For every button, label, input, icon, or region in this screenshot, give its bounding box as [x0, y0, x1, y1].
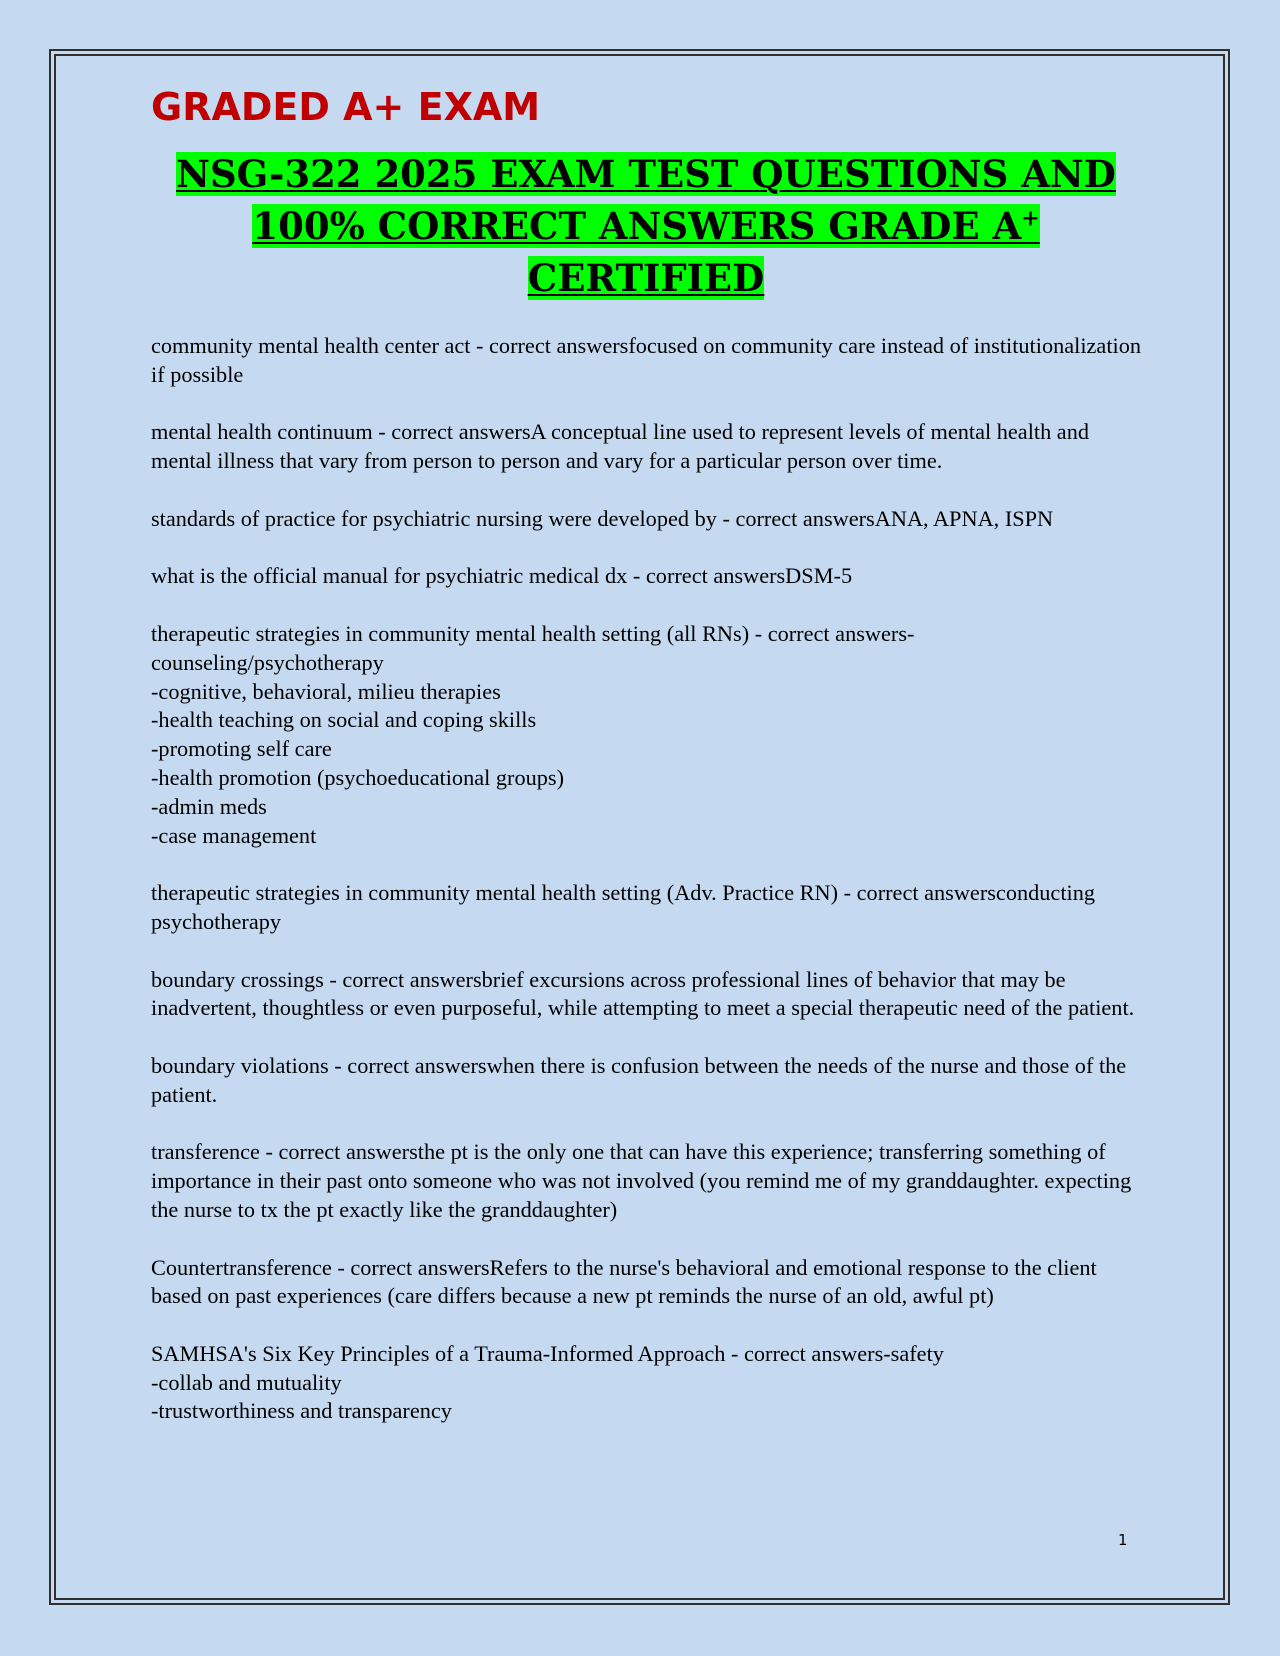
graded-label: GRADED A+ EXAM: [151, 85, 541, 129]
title-line-2-main: 100% CORRECT ANSWERS GRADE A: [252, 204, 1022, 248]
qa-entry: standards of practice for psychiatric nursing were developed by - correct answersANA, APNA, ISPN: [151, 505, 1054, 531]
document-title: [151, 148, 1141, 304]
qa-list: [151, 332, 1141, 1426]
qa-entry: Countertransference - correct answersRefers to the nurse's behavioral and emotional response to the client based on past experiences (care differs because a new pt reminds the nurse of an old, awful pt): [151, 1254, 1097, 1309]
qa-entry: mental health continuum - correct answersA conceptual line used to represent levels of mental health and mental illness that vary from person to person and vary for a particular person over time.: [151, 419, 1089, 474]
qa-entry: boundary violations - correct answerswhen there is confusion between the needs of the nurse and those of the patient.: [151, 1052, 1127, 1107]
qa-entry: transference - correct answersthe pt is the only one that can have this experience; transferring something of importance in their past onto someone who was not involved (you remind me of my granddaughter. expecting the nurse to tx the pt exactly like the granddaughter): [151, 1139, 1132, 1222]
qa-entry: therapeutic strategies in community mental health setting (Adv. Practice RN) - correct answersconducting psychotherapy: [151, 880, 1096, 934]
page-number: 1: [1118, 1531, 1128, 1549]
title-line-1: NSG-322 2025 EXAM TEST QUESTIONS AND: [176, 152, 1116, 196]
qa-entry: therapeutic strategies in community mental health setting (all RNs) - correct answers-counseling/psychotherapy -cognitive, behavioral, milieu therapies -health teaching on social and coping skills -promoting self care -health promotion (psychoeducational groups) -admin meds -case management: [151, 620, 915, 848]
title-line-2-end: CERTIFIED: [527, 256, 765, 300]
title-plus-superscript: +: [1021, 205, 1040, 232]
qa-entry: what is the official manual for psychiatric medical dx - correct answersDSM-5: [151, 563, 853, 589]
qa-entry: community mental health center act - correct answersfocused on community care instead of institutionalization if possible: [151, 333, 1142, 387]
document-content: [151, 74, 1141, 1455]
title-line-2: [252, 204, 1039, 300]
qa-entry: SAMHSA's Six Key Principles of a Trauma-Informed Approach - correct answers-safety -collab and mutuality -trustworthiness and transparency: [151, 1340, 944, 1424]
qa-entry: boundary crossings - correct answersbrief excursions across professional lines of behavior that may be inadvertent, thoughtless or even purposeful, while attempting to meet a special therapeutic need of the patient.: [151, 966, 1135, 1021]
